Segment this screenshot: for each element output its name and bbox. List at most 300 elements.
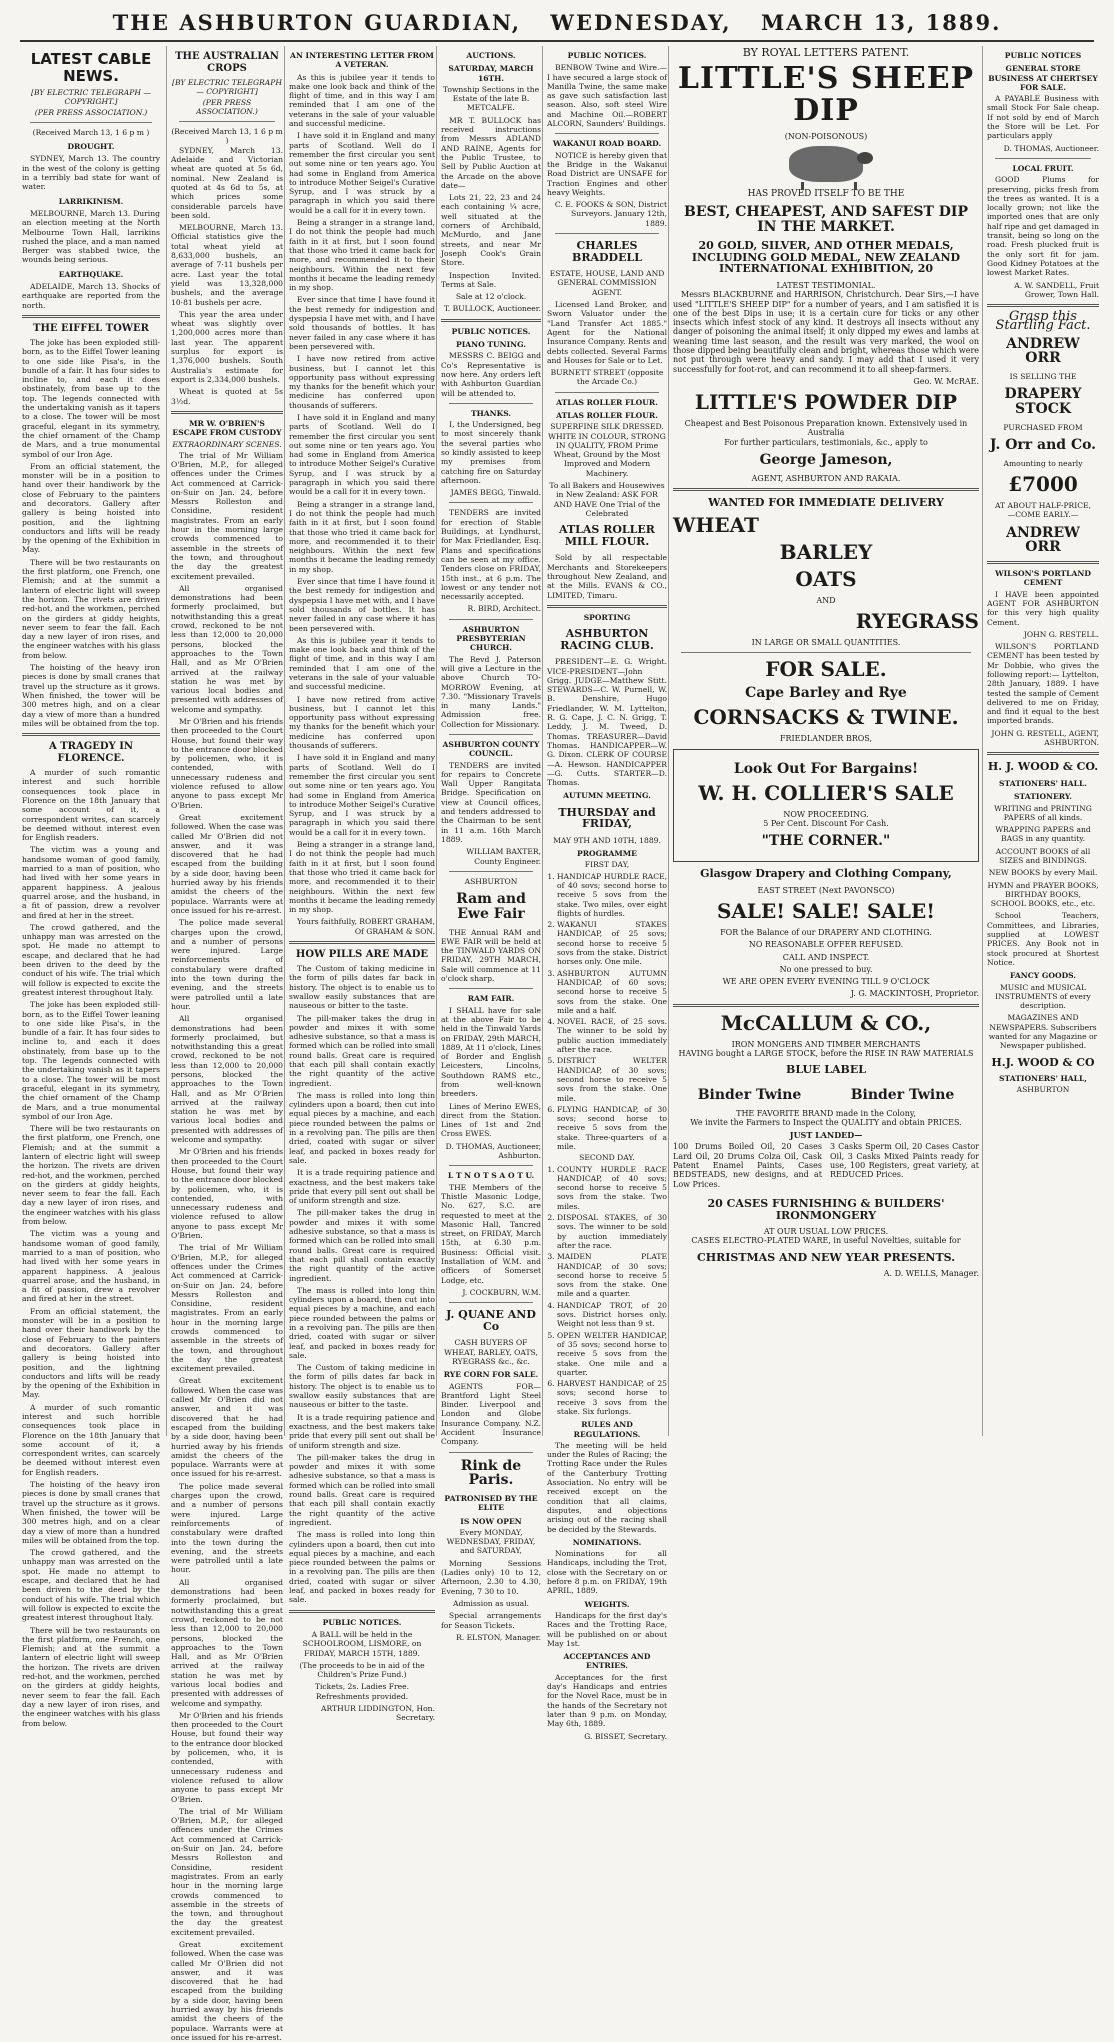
ad-title: BEST, CHEAPEST, AND SAFEST DIP IN THE MARKET. [684, 203, 968, 235]
ad-text: WE ARE OPEN EVERY EVENING TILL 9 O'CLOCK [722, 977, 930, 987]
ad-title: IS NOW OPEN [460, 1516, 522, 1526]
divider [987, 752, 1099, 755]
sale-banner: SALE! SALE! SALE! [716, 898, 936, 923]
mccallum-title: McCALLUM & CO., [720, 1010, 932, 1035]
article-text: The pill-maker takes the drug in powder and mixes it with some adhesive substance, so that a mass is formed which can be rolled into small round balls. Great care is required that each pill shall contain exactly the right quantity of the active ingredient. [289, 1452, 435, 1527]
ad-title: Cape Barley and Rye [745, 685, 907, 702]
ad-title: WAKANUI ROAD BOARD. [552, 139, 662, 149]
racing-club-title: ASHBURTON RACING CLUB. [560, 627, 654, 652]
divider [547, 605, 667, 608]
ad-title: NOMINATIONS. [572, 1537, 642, 1547]
article-text: From an official statement, the monster will be in a position to hand over their handiwork by the close of February to the painters and decorators. Gallery after gallery is being hoisted into position, and the lightning conductors and lifts will be ready by the opening of the Exhibition in May. [22, 461, 160, 555]
article-text: The trial of Mr William O'Brien, M.P., for alleged offences under the Crimes Act commenced at Carrick-on-Suir on Jan. 24, before Messrs Rolleston and Considine, resident magistrates. From an early hour in the morning large crowds commenced to assemble in the streets of the town, and throughout the day the greatest excitement prevailed. [171, 1806, 283, 1937]
article-text: The trial of Mr William O'Brien, M.P., for alleged offences under the Crimes Act commenced at Carrick-on-Suir on Jan. 24, before Messrs Rolleston and Considine, resident magistrates. From an early hour in the morning large crowds commenced to assemble in the streets of the town, and throughout the day the greatest excitement prevailed. [171, 450, 283, 581]
ad-text: WRITING and PRINTING PAPERS of all kinds. [994, 803, 1092, 822]
ad-text: I HAVE been appointed AGENT FOR ASHBURTON for this very high quality Cement. [987, 589, 1099, 627]
ad-signature: R. ELSTON, Manager. [456, 1632, 541, 1642]
article-text: The crowd gathered, and the unhappy man was arrested on the spot. He made no attempt to escape, and declared that he had been driven to the deed by the conduct of his wife. The trial which will follow is expected to excite the greatest interest throughout Italy. [22, 922, 160, 997]
race-item: 1. HANDICAP HURDLE RACE, of 40 sovs; second horse to receive 5 sovs from the stake. Two miles, over eight flights of hurdles. [557, 872, 667, 918]
ad-signature: JOHN G. RESTELL. [1023, 629, 1099, 639]
article-text: The trial of Mr William O'Brien, M.P., for alleged offences under the Crimes Act commenced at Carrick-on-Suir on Jan. 24, before Messrs Rolleston and Considine, resident magistrates. From an early hour in the morning large crowds commenced to assemble in the streets of the town, and throughout the day the greatest excitement prevailed. [171, 1243, 283, 1374]
sub-heading: EXTRAORDINARY SCENES. [172, 440, 282, 450]
section-heading: HOW PILLS ARE MADE [295, 949, 429, 961]
article-text: Mr O'Brien and his friends then proceeded to the Court House, but found their way to the entrance door blocked by policemen, who, it is contended, with unnecessary rudeness and violence refused to allow anyone to pass except Mr O'Brien. [171, 1147, 283, 1241]
ad-title: CHRISTMAS AND NEW YEAR PRESENTS. [696, 1250, 956, 1264]
ad-text: CASH BUYERS OF WHEAT, BARLEY, OATS, RYEGRASS &c., &c. [444, 1338, 538, 1366]
ad-text: NEW BOOKS by every Mail. [988, 868, 1098, 878]
masthead [20, 6, 1094, 42]
credit: (PER PRESS ASSOCIATION.) [34, 107, 148, 117]
race-item: 3. MAIDEN PLATE HANDICAP, of 30 sovs; second horse to receive 5 sovs from the stake. One mile and a quarter. [557, 1252, 667, 1298]
sheep-illustration [789, 146, 863, 182]
article-text: MELBOURNE, March 13. During an election meeting at the North Melbourne Town Hall, larrikins rushed the place, and a man named Berger was stabbed twice, the wounds being serious. [22, 208, 160, 265]
ad-text: (NON-POISONOUS) [784, 132, 868, 142]
ad-text: PURCHASED FROM [1003, 422, 1083, 432]
ad-text: AGENTS FOR— Brantford Light Steel Binder. Liverpool and London and Globe Insurance Company. N.Z. Accident Insurance Company. [441, 1381, 541, 1447]
ad-text: To all Bakers and Housewives in New Zealand: ASK FOR AND HAVE One Trial of the Celebrated [549, 481, 665, 518]
article-text: Great excitement followed. When the case was called Mr O'Brien did not answer, and it was discovered that he had escaped from the building by a side door, having been hurried away by his friends amidst the cheers of the populace. Warrants were at once issued for his re-arrest. [171, 1940, 283, 2042]
ad-text: Messrs BLACKBURNE and HARRISON, Christchurch. Dear Sirs,—I have used "LITTLE'S SHEEP DIP" for a number of years, and I am satisfied it is one of the best Dips in use; it is a certain cure for ticks or any other insects which infest stock of any kind. It destroys all insects without any danger of poisoning the animal itself; it only dipped my ewes and lambs at weaning time last season, and the result was very marked, the wool on those dipped being beautifully clean and bright, whereas those which were not put through were heavy and sandy. I may add that I used it very successfully for foot-rot, and can recommend it to all sheep-farmers. [673, 290, 980, 374]
ad-signature: J. COCKBURN, W.M. [462, 1287, 541, 1297]
ad-text: Amounting to nearly [1003, 458, 1083, 468]
grain-ryegrass: RYEGRASS [855, 608, 979, 633]
ad-text: IN LARGE OR SMALL QUANTITIES. [751, 637, 901, 647]
ad-title: J. QUANE AND Co [446, 1308, 536, 1333]
ad-text: TENDERS are invited for erection of Stable Buildings, at Lyndhurst, for Max Friedlander, Esq. Plans and specifications can be seen at my office. Tenders close on FRIDAY, 15th inst., at 6 p.m. The lowest or any tender not necessarily accepted. [441, 508, 541, 602]
collier-sale-box [673, 749, 979, 862]
divider [289, 1610, 435, 1613]
ad-signature: JOHN G. RESTELL, AGENT, ASHBURTON. [991, 728, 1099, 748]
ad-text: A PAYABLE Business with small Stock For Sale cheap. If not sold by end of March the Store will be Let. For particulars apply [987, 94, 1099, 141]
section-heading: AN INTERESTING LETTER FROM A VETERAN. [290, 51, 434, 70]
ad-title: BLUE LABEL [786, 1063, 866, 1077]
ad-text: A BALL will be held in the SCHOOLROOM, LISMORE, on FRIDAY, MARCH 15TH, 1889. [302, 1629, 422, 1658]
divider [449, 619, 533, 620]
article-text: Ever since that time I have found it the best remedy for indigestion and dyspepsia I have met with, and I have sold thousands of bottles. It has never failed in any case where it has been persevered with. [289, 577, 435, 633]
divider [449, 502, 533, 503]
sheep-dip-title: LITTLE'S SHEEP DIP [677, 61, 975, 128]
grain-wheat: WHEAT [673, 512, 759, 537]
ad-title: ACCEPTANCES AND ENTRIES. [563, 1652, 651, 1671]
race-dates: THURSDAY and FRIDAY, [558, 805, 656, 831]
divider [30, 122, 152, 123]
article-text: The pill-maker takes the drug in powder and mixes it with some adhesive substance, so that a mass is formed which can be rolled into small round balls. Great care is required that each pill shall contain exactly the right quantity of the active ingredient. [289, 1013, 435, 1088]
race-item: 5. DISTRICT WELTER HANDICAP, of 30 sovs; second horse to receive 5 sovs from the stake. One mile. [557, 1056, 667, 1102]
ad-signature: D. THOMAS, Auctioneer, Ashburton. [445, 1141, 541, 1161]
ad-text: THE Members of the Thistle Masonic Lodge, No. 627, S.C. are requested to meet at the Masonic Hall, Tancred street, on FRIDAY, March 15th, at 6.30 p.m. Business: Official visit. Installation of W.M. and officers of Somerset Lodge, etc. [441, 1182, 541, 1285]
divider [555, 133, 659, 134]
masthead-title: THE ASHBURTON GUARDIAN, [112, 10, 522, 35]
article-text: The police made several charges upon the crowd, and a number of persons were injured. Large reinforcements of constabulary were drafted into the town during the evening, and the streets were patrolled until a late hour. [171, 1481, 283, 1575]
ad-signature: JAMES BEGG, Tinwald. [450, 488, 541, 498]
section-heading: MR W. O'BRIEN'S ESCAPE FROM CUSTODY [172, 418, 282, 438]
article-text: SYDNEY, March 13. The country in the west of the colony is getting in a terribly bad state for want of water. [22, 154, 160, 192]
divider [987, 304, 1099, 307]
article-text: A murder of such romantic interest and such horrible consequences took place in Florence on the 18th January that some account of it, a correspondent writes, can scarcely be deemed without interest even for English readers. [22, 1402, 160, 1477]
credit: [BY ELECTRIC TELEGRAPH — COPYRIGHT.] [31, 88, 151, 107]
ad-text: HAVING bought a LARGE STOCK, before the RISE IN RAW MATERIALS [678, 1049, 974, 1059]
ad-title: RULES AND REGULATIONS. [573, 1420, 641, 1439]
ad-title: PIANO TUNING. [456, 340, 526, 350]
article-text: All organised demonstrations had been formerly proclaimed, but notwithstanding this a great crowd, reckoned to be not less than 12,000 to 20,000 persons, blocked the approaches to the Town Hall, and as Mr O'Brien arrived at the railway station he was met by various local bodies and presented with addresses of welcome and sympathy. [171, 583, 283, 714]
masthead-date: MARCH 13, 1889. [760, 10, 1002, 35]
article-text: Wheat is quoted at 5s 3½d. [171, 387, 283, 406]
article-text: The victim was a young and handsome woman of good family, married to a man of position, who had lived with her some years in apparent happiness. A jealous quarrel arose, and the husband, in a fit of passion, drew a revolver and fired at her in the street. [22, 1229, 160, 1304]
article-text: The mass is rolled into long thin cylinders upon a board, then cut into equal pieces by a machine, and each piece rounded between the palms or in a revolving pan. The pills are then dried, coated with sugar or silver leaf, and packed in boxes ready for sale. [289, 1530, 435, 1605]
ad-text: Every MONDAY, WEDNESDAY, FRIDAY, and SATURDAY, [446, 1527, 536, 1556]
ad-title: Grasp this Startling Fact. [995, 309, 1091, 334]
divider [449, 1165, 533, 1166]
divider [441, 319, 541, 322]
ad-title: WEIGHTS. [584, 1599, 630, 1609]
ad-title: ASHBURTON PRESBYTERIAN CHURCH. [456, 624, 526, 653]
wood-title: H.J. WOOD & CO [991, 1055, 1095, 1069]
article-text: As this is jubilee year it tends to make one look back and think of the flight of time, and in this way I am reminded that I am one of the veterans in the sale of your valuable and successful medicine. [289, 72, 435, 129]
ad-text: Special arrangements for Season Tickets. [441, 1611, 541, 1630]
article-text: Ever since that time I have found it the best remedy for indigestion and dyspepsia I have met with, and I have sold thousands of bottles. It has never failed in any case where it has been persevered with. [289, 295, 435, 351]
article-text: MELBOURNE, March 13. Official statistics give the total wheat yield at 8,633,000 bushels, an average of 7·11 bushels per acre. Last year the total yield was 13,328,000 bushels, and the average 10·81 bushels per acre. [171, 223, 283, 307]
ad-text: 100 Drums Boiled Oil, 20 Cases Lard Oil, 20 Drums Colza Oil, Cask Patent Enamel Paints, Cases BEDSTEADS, new designs, and at Low Prices. [673, 1142, 822, 1189]
ad-title: WILSON'S PORTLAND CEMENT [995, 569, 1091, 588]
section-heading: EARTHQUAKE. [58, 269, 124, 279]
ad-text: Admission as usual. [453, 1598, 529, 1608]
ad-title: SATURDAY, MARCH 16TH. [448, 64, 534, 83]
article-text: There will be two restaurants on the first platform, one French, one Flemish; and at the summit a lantern of electric light will sweep the horizon. The rivets are driven red-hot, and the workmen, perched on the girders at giddy heights, never seem to fear the fall. Each day a new layer of iron rises, and the engineer watches with his glass from below. [22, 557, 161, 660]
ad-text: THE Annual RAM and EWE FAIR will be held at the TINWALD YARDS ON FRIDAY, 29TH MARCH, Sale will commence at 11 o'clock sharp. [441, 927, 541, 984]
race-item: 4. NOVEL RACE, of 25 sovs. The winner to be sold by public auction immediately after the race. [557, 1017, 667, 1054]
article-text: It is a trade requiring patience and exactness, and the best makers take pride that every pill sent out shall be of uniform strength and size. [289, 1168, 435, 1206]
ad-text: SECOND DAY. [579, 1153, 635, 1163]
ad-text: ASHBURTON [464, 876, 518, 886]
ad-text: FIRST DAY, [584, 860, 630, 870]
ad-title: PATRONISED BY THE ELITE [444, 1493, 538, 1513]
article-text: The Custom of taking medicine in the form of pills dates far back in history. The object is to enable us to swallow easily substances that are nauseous or bitter to the taste. [289, 964, 435, 1011]
amount: £7000 [1008, 472, 1078, 497]
section-heading: THE AUSTRALIAN CROPS [175, 51, 279, 74]
ad-text: Lots 21, 22, 23 and 24 each containing ¼ acre, well situated at the corners of Archibald, McMurdo, and Jane streets, and near Mr Joseph Cook's Grain Store. [441, 193, 541, 268]
article-text: It is a trade requiring patience and exactness, and the best makers take pride that every pill sent out shall be of uniform strength and size. [289, 1412, 435, 1450]
article-text: Being a stranger in a strange land, I do not think the people had much faith in it at first, but I soon found that those who tried it came back for more, and recommended it to their neighbours. Within the next few months it became the leading remedy in my shop. [289, 218, 435, 293]
ad-text: —COME EARLY.— [1007, 510, 1079, 520]
ad-text: Township Sections in the Estate of the late B. METCALFE. [442, 84, 540, 113]
divider [22, 733, 160, 736]
ad-text: AT ABOUT HALF-PRICE, [994, 501, 1092, 511]
ad-text: WRAPPING PAPERS and BAGS in any quantity. [995, 825, 1091, 844]
ad-title: Glasgow Drapery and Clothing Company, [700, 867, 952, 881]
ad-text: CASES ELECTRO-PLATED WARE, in useful Novelties, suitable for [691, 1236, 961, 1246]
powder-dip-title: LITTLE'S POWDER DIP [694, 390, 958, 415]
for-sale-title: FOR SALE. [765, 657, 887, 682]
ad-text: NOTICE is hereby given that the Bridge in the Wakanui Road District are UNSAFE for Traction Engines and other heavy Weights. [547, 150, 667, 197]
ad-text: ESTATE, HOUSE, LAND AND GENERAL COMMISSION AGENT. [549, 269, 665, 297]
collier-title: W. H. COLLIER'S SALE [698, 780, 954, 805]
section-heading: PUBLIC NOTICES. [567, 51, 647, 60]
section-heading: THE EIFFEL TOWER [33, 322, 149, 334]
ad-title: WANTED FOR IMMEDIATE DELIVERY [708, 496, 944, 510]
race-item: 6. FLYING HANDICAP, of 30 sovs; second horse to receive 5 sovs from the stake. Three-quarters of a mile. [557, 1105, 667, 1151]
ad-title: CHARLES BRADDELL [572, 239, 642, 264]
article-text: I have sold it in England and many parts of Scotland. Well do I remember the first circular you sent out some nine or ten years ago. You had some in England from America to introduce Mother Seigel's Curative Syrup, and I was struck by a paragraph in which you said there would be a call for it in every town. [289, 753, 435, 837]
column-auctions [436, 46, 541, 1642]
race-item: 4. HANDICAP TROT, of 20 sovs. District horses only. Weight not less than 9 st. [557, 1301, 667, 1329]
ad-text: SUPERFINE SILK DRESSED. WHITE IN COLOUR, STRONG IN QUALITY, FROM Prime Wheat, Ground by the Most Improved and Modern Machinery. [548, 422, 666, 478]
divider [179, 121, 275, 122]
divider [555, 392, 659, 393]
ad-signature: G. BISSET, Secretary. [584, 1731, 667, 1741]
ad-title: LOCAL FRUIT. [1012, 163, 1074, 173]
divider [555, 233, 659, 234]
section-heading: PUBLIC NOTICES. [322, 1617, 402, 1627]
ad-text: MR T. BULLOCK has received instructions from Messrs ADLAND AND RAINE, Agents for the Public Trustee, to Sell by Public Auction at the Arcade on the above date— [441, 115, 541, 190]
article-text: SYDNEY, March 13. Adelaide and Victorian wheat are quoted at 5s 6d, nominal. New Zealand is quoted at 4s 6d to 5s, at which prices some considerable parcels have been sold. [171, 145, 283, 220]
article-text: ADELAIDE, March 13. Shocks of earthquake are reported from the north. [22, 282, 160, 310]
landed-list [673, 1142, 979, 1191]
race-list-second-day [547, 1165, 667, 1417]
ad-title: FANCY GOODS. [1009, 971, 1077, 981]
ad-signature: R. BIRD, Architect. [467, 604, 541, 614]
ad-text: MAGAZINES AND NEWSPAPERS. Subscribers wanted for any Magazine or Newspaper published. [988, 1013, 1098, 1051]
ad-text: IRON MONGERS AND TIMBER MERCHANTS [731, 1039, 921, 1049]
agent-name: George Jameson, [759, 452, 893, 469]
ad-text: PRESIDENT—E. G. Wright. VICE-PRESIDENT—John Grigg. JUDGE—Matthew Stitt. STEWARDS—C. W. Purnell, W. B. Denshire, Hugo Friedlander, W. M. Lyttelton, R. G. Cape, J. C. N. Grigg, T. Leddy, J. M. Tweed, D. Thomas. TREASURER—David Thomas. HANDICAPPER—W. G. Dixon. CLERK OF COURSE—A. Hewson. HANDICAPPER—G. Cutts. STARTER—D. Thomas. [547, 657, 667, 788]
ad-text: FRIEDLANDER BROS, [779, 733, 873, 743]
article-text: This year the area under wheat was slightly over 1,200,000 acres more than last year. The apparent surplus for export is 1,376,000 bushels. South Australia's estimate for export is 2,334,000 bushels. [171, 309, 283, 384]
article-text: All organised demonstrations had been formerly proclaimed, but notwithstanding this a great crowd, reckoned to be not less than 12,000 to 20,000 persons, blocked the approaches to the Town Hall, and as Mr O'Brien arrived at the railway station he was met by various local bodies and presented with addresses of welcome and sympathy. [171, 1577, 283, 1708]
orr-title: ANDREW ORR [1006, 524, 1080, 556]
article-text: The mass is rolled into long thin cylinders upon a board, then cut into equal pieces by a machine, and each piece rounded between the palms or in a revolving pan. The pills are then dried, coated with sugar or silver leaf, and packed in boxes ready for sale. [289, 1090, 435, 1165]
ad-title: ASHBURTON COUNTY COUNCIL. [442, 740, 540, 759]
section-heading: SPORTING [583, 612, 631, 622]
ad-text: I, the Undersigned, beg to most sincerely thank the several parties who so kindly assisted to keep my premises from catching fire on Saturday afternoon. [441, 420, 541, 485]
ad-text: 3 Casks Sperm Oil, 20 Cases Castor Oil, 3 Casks Mixed Paints ready for use, 100 Registers, great variety, at REDUCED Prices. [830, 1142, 979, 1180]
article-text: The joke has been exploded still-born, as to the Eiffel Tower leaning to one side like Pisa's, in the bundle of a fair. It has four sides to incline to, and each it does obstinately, from base up to the top. The legends connected with the undertaking vanish as it tapers to a close. The tower will be most graceful, elegant in its symmetry, the chief ornament of the Champ de Mars, and a true monumental symbol of our Iron Age. [22, 337, 160, 459]
ad-text: Sale at 12 o'clock. [455, 292, 527, 302]
ad-text: NOW PROCEEDING. [783, 809, 869, 819]
divider [673, 488, 979, 491]
article-text: Mr O'Brien and his friends then proceeded to the Court House, but found their way to the entrance door blocked by policemen, who, it is contended, with unnecessary rudeness and violence refused to allow anyone to pass except Mr O'Brien. [171, 1710, 283, 1804]
ad-text: CALL AND INSPECT. [782, 952, 870, 962]
section-heading: AUCTIONS. [466, 51, 516, 60]
ad-title: STATIONERS' HALL, [999, 1074, 1087, 1084]
ad-text: Licensed Land Broker, and Sworn Valuator under the "Land Transfer Act 1885." Agent for the National Insurance Company. Rents and debts collected. Several Farms and Houses for Sale or to Let. [547, 300, 667, 365]
divider [995, 158, 1091, 159]
section-heading: PUBLIC NOTICES. [451, 326, 531, 336]
ad-title: L T N O T S A O T U. [447, 1171, 535, 1181]
ad-text: AND [816, 595, 836, 605]
ram-fair-title: Ram and Ewe Fair [456, 891, 526, 922]
article-text: The pill-maker takes the drug in powder and mixes it with some adhesive substance, so that a mass is formed which can be rolled into small round balls. Great care is required that each pill shall contain exactly the right quantity of the active ingredient. [289, 1208, 435, 1283]
ad-title: ATLAS ROLLER FLOUR. [556, 397, 658, 407]
ad-text: 5 Per Cent. Discount For Cash. [763, 819, 889, 829]
divider [987, 561, 1099, 564]
ad-text: MESSRS C. BEIGG and Co's Representative is now here. Any orders left with Ashburton Guardian will be attended to. [441, 351, 541, 398]
ad-title: THANKS. [470, 408, 512, 418]
article-text: Being a stranger in a strange land, I do not think the people had much faith in it at first, but I soon found that those who tried it came back for more, and recommended it to their neighbours. Within the next few months it became the leading remedy in my shop. [289, 840, 435, 915]
received-line: (Received March 13, 1 6 p m ) [32, 127, 150, 137]
ad-text: Tickets, 2s. Ladies Free. Refreshments provided. [314, 1682, 410, 1701]
ad-title: 20 GOLD, SILVER, AND OTHER MEDALS, INCLUDING GOLD MEDAL, NEW ZEALAND INTERNATIONAL EXHIBITION, 20 [691, 239, 961, 276]
article-text: The hoisting of the heavy iron pieces is done by small cranes that travel up the structure as it grows. When finished, the tower will be 300 metres high, and on a clear day a view of more than a hundred miles will be obtained from the top. [22, 663, 160, 728]
divider [449, 988, 533, 989]
race-item: 5. OPEN WELTER HANDICAP, of 35 sovs; second horse to receive 5 sovs from the stake. One mile and a quarter. [557, 1331, 667, 1377]
ad-text: MAY 9TH AND 10TH, 1889. [553, 835, 661, 845]
ad-signature: ARTHUR LIDDINGTON, Hon. Secretary. [321, 1703, 435, 1723]
article-text: From an official statement, the monster will be in a position to hand over their handiwork by the close of February to the painters and decorators. Gallery after gallery is being hoisted into position, and the lightning conductors and lifts will be ready by the opening of the Exhibition in May. [22, 1306, 160, 1400]
race-item: 2. WAKANUI STAKES HANDICAP, of 25 sovs; second horse to receive 5 sovs from the stake. District horses only. One mile. [557, 920, 667, 966]
ad-title: RAM FAIR. [467, 994, 515, 1004]
ad-text: Sold by all respectable Merchants and Storekeepers throughout New Zealand, and at the Mills. EVANS & CO., LIMITED, Timaru. [547, 553, 667, 600]
ad-title: CORNSACKS & TWINE. [693, 704, 959, 729]
ad-title: ATLAS ROLLER FLOUR. [556, 411, 658, 420]
ad-text: ACCOUNT BOOKS of all SIZES and BINDINGS. [995, 846, 1091, 865]
ad-text: Handicaps for the first day's Races and the Trotting Race, will be published on or about May 1st. [547, 1610, 667, 1648]
wood-title: H. J. WOOD & CO. [987, 760, 1099, 774]
ad-text: THE FAVORITE BRAND made in the Colony, [736, 1108, 916, 1118]
ad-text: AGENT, ASHBURTON AND RAKAIA. [751, 473, 901, 483]
royal-patent: BY ROYAL LETTERS PATENT. [742, 46, 910, 59]
ad-text: HAS PROVED ITSELF TO BE THE [747, 188, 905, 199]
article-text: I have now retired from active business, but I cannot let this opportunity pass without expressing my thanks for the benefit which your medicine has conferred upon thousands of sufferers. [289, 694, 435, 751]
race-list-first-day [547, 872, 667, 1152]
article-text: Great excitement followed. When the case was called Mr O'Brien did not answer, and it was discovered that he had escaped from the building by a side door, having been hurried away by his friends amidst the cheers of the populace. Warrants were at once issued for his re-arrest. [171, 1376, 283, 1479]
section-heading: PUBLIC NOTICES [1004, 51, 1082, 60]
ad-text: LATEST TESTIMONIAL. [776, 280, 876, 290]
article-text: I have sold it in England and many parts of Scotland. Well do I remember the first circular you sent out some nine or ten years ago. You had some in England from America to introduce Mother Seigel's Curative Syrup, and I was struck by a paragraph in which you said there would be a call for it in every town. [289, 412, 435, 497]
received-line: (Received March 13, 1 6 p m ) [171, 127, 283, 146]
section-heading: A TRAGEDY IN FLORENCE. [48, 741, 134, 765]
article-text: As this is jubilee year it tends to make one look back and think of the flight of time, and in this way I am reminded that I am one of the veterans in the sale of your valuable and successful medicine. [289, 635, 435, 692]
column-display-ads [668, 46, 979, 1436]
ad-text: ASHBURTON [1016, 1085, 1070, 1095]
race-item: 3. ASHBURTON AUTUMN HANDICAP, of 60 sovs; second horse to receive 5 sovs from the stake. One mile and a half. [557, 969, 667, 1015]
ad-signature: T. BULLOCK, Auctioneer. [443, 304, 541, 314]
ad-signature: C. E. FOOKS & SON, District Surveyors. January 12th, 1889. [554, 200, 667, 228]
divider [449, 871, 533, 872]
ad-text: HYMN and PRAYER BOOKS, BIRTHDAY BOOKS, SCHOOL BOOKS, etc., etc. [987, 880, 1099, 909]
article-text: All organised demonstrations had been formerly proclaimed, but notwithstanding this a great crowd, reckoned to be not less than 12,000 to 20,000 persons, blocked the approaches to the Town Hall, and as Mr O'Brien arrived at the railway station he was met by various local bodies and presented with addresses of welcome and sympathy. [171, 1014, 283, 1145]
ad-title: GENERAL STORE BUSINESS AT CHERTSEY FOR SALE. [988, 64, 1098, 92]
ad-signature: WILLIAM BAXTER, County Engineer. [466, 847, 541, 866]
section-heading: LARRIKINISM. [58, 196, 124, 206]
column-right-ads [982, 46, 1099, 1436]
ad-text: We invite the Farmers to Inspect the QUALITY and obtain PRICES. [690, 1117, 962, 1127]
ad-text: The meeting will be held under the Rules of Racing; the Trotting Race under the Rules of the Canterbury Trotting Association. No entry will be received except on the condition that all claims, disputes, and objections arising out of the racing shall be decided by the Stewards. [547, 1440, 667, 1534]
ad-text: Morning Sessions (Ladies only) 10 to 12, Afternoon, 2.30 to 4.30, Evening, 7 30 to 10. [441, 1558, 541, 1596]
ad-title: Binder Twine [697, 1086, 802, 1103]
ad-text: I SHALL have for sale at the above Fair to be held in the Tinwald Yards on FRIDAY, 29th MARCH, 1889, At 11 o'clock, Lines of Border and English Leicesters, Lincolns, Southdown RAMS etc., from well-known breeders. [441, 1005, 541, 1099]
column-australian-crops [166, 46, 283, 2042]
ad-text: MUSIC and MUSICAL INSTRUMENTS of every description. [995, 982, 1091, 1011]
column-notices-sporting [542, 46, 667, 1741]
ad-text: IS SELLING THE [1009, 372, 1077, 382]
article-text: There will be two restaurants on the first platform, one French, one Flemish; and at the summit a lantern of electric light will sweep the horizon. The rivets are driven red-hot, and the workmen, perched on the girders at giddy heights, never seem to fear the fall. Each day a new layer of iron rises, and the engineer watches with his glass from below. [22, 1625, 161, 1728]
ad-title: DRAPERY STOCK [1004, 386, 1082, 418]
article-text: A murder of such romantic interest and such horrible consequences took place in Florence on the 18th January that some account of it, a correspondent writes, can scarcely be deemed without interest even for English readers. [22, 768, 160, 843]
ad-title: PROGRAMME [577, 849, 637, 859]
ad-text: Nominations for all Handicaps, including the Trot, close with the Secretary on or before 8 p.m. on FRIDAY, 19th APRIL, 1889. [547, 1549, 667, 1596]
ad-title: Binder Twine [850, 1086, 955, 1103]
ad-text: Cheapest and Best Poisonous Preparation known. Extensively used in Australia [684, 419, 968, 438]
ad-title: RYE CORN FOR SALE. [443, 1370, 539, 1380]
ad-signature: J. G. MACKINTOSH, Proprietor. [850, 989, 979, 999]
ad-text: NO REASONABLE OFFER REFUSED. [748, 940, 904, 950]
ad-title: J. Orr and Co. [989, 437, 1097, 454]
ad-text: EAST STREET (Next PAVONSCO) [757, 885, 895, 895]
rink-title: Rink de Paris. [460, 1457, 522, 1489]
race-item: 2. DISPOSAL STAKES, of 30 sovs. The winner to be sold by auction immediately after the race. [557, 1213, 667, 1250]
ad-text: Inspection Invited. Terms at Sale. [441, 270, 541, 289]
race-item: 1. COUNTY HURDLE RACE HANDICAP, of 40 sovs; second horse to receive 5 sovs from the stake. Two miles. [557, 1165, 667, 1211]
divider [449, 1452, 533, 1453]
atlas-title: ATLAS ROLLER MILL FLOUR. [559, 523, 655, 548]
article-text: The joke has been exploded still-born, as to the Eiffel Tower leaning to one side like Pisa's, in the bundle of a fair. It has four sides to incline to, and each it does obstinately, from base up to the top. The legends connected with the undertaking vanish as it tapers to a close. The tower will be most graceful, elegant in its symmetry, the chief ornament of the Champ de Mars, and a true monumental symbol of our Iron Age. [22, 1000, 160, 1121]
ad-text: Lines of Merino EWES, direct from the Station. Lines of 1st and 2nd Cross EWES. [441, 1101, 541, 1139]
ad-title: STATIONERY. [1014, 792, 1072, 802]
article-text: Mr O'Brien and his friends then proceeded to the Court House, but found their way to the entrance door blocked by policemen, who, it is contended, with unnecessary rudeness and violence refused to allow anyone to pass except Mr O'Brien. [171, 717, 283, 810]
ad-text: Acceptances for the first day's Handicaps and entries for the Novel Race, must be in the hands of the Secretary not later than 9 p.m. on Monday, May 6th, 1889. [547, 1672, 667, 1729]
ad-signature: D. THOMAS, Auctioneer. [1003, 143, 1099, 153]
section-heading: DROUGHT. [67, 142, 115, 152]
article-text: The victim was a young and handsome woman of good family, married to a man of position, who had lived with her some years in apparent happiness. A jealous quarrel arose, and the husband, in a fit of passion, drew a revolver and fired at her in the street. [22, 845, 160, 920]
letter-signature: Yours faithfully, ROBERT GRAHAM, Of GRAHAM & SON. [297, 917, 435, 936]
ad-text: No one pressed to buy. [779, 964, 873, 974]
orr-title: ANDREW ORR [1006, 335, 1080, 367]
credit: (PER PRESS ASSOCIATION.) [196, 97, 258, 116]
ad-text: School Teachers, Committees, and Libraries, supplied at LOWEST PRICES. Any Book not in stock procured at Shortest Notice. [987, 911, 1099, 967]
ad-title: "THE CORNER." [761, 833, 891, 850]
divider [449, 403, 533, 404]
ad-signature: Geo. W. McRAE. [913, 376, 979, 386]
ad-text: WILSON'S PORTLAND CEMENT has been tested by Mr Dobbie, who gives the following report:— Lyttelton, 28th January, 1889. I have tested the sample of Cement delivered to me on Friday, and find it equal to the best imported brands. [987, 642, 1099, 726]
ad-text: The Revd J. Paterson will give a Lecture in the above Church TO-MORROW Evening, at 7.30. "Missionary Travels in many Lands." Admission free. Collection for Missionary. [441, 654, 541, 729]
article-text: The hoisting of the heavy iron pieces is done by small cranes that travel up the structure as it grows. When finished, the tower will be 300 metres high, and on a clear day a view of more than a hundred miles will be obtained from the top. [22, 1480, 160, 1545]
masthead-day: WEDNESDAY, [550, 10, 732, 35]
ad-title: 20 CASES FURNISHING & BUILDERS' IRONMONGERY [707, 1196, 945, 1222]
divider [22, 315, 160, 318]
article-text: The crowd gathered, and the unhappy man was arrested on the spot. He made no attempt to escape, and declared that he had been driven to the deed by the conduct of his wife. The trial which will follow is expected to excite the greatest interest throughout Italy. [22, 1548, 160, 1623]
ad-signature: A. W. SANDELL, Fruit Grower, Town Hall. [1014, 280, 1099, 299]
article-text: Being a stranger in a strange land, I do not think the people had much faith in it at first, but I soon found that those who tried it came back for more, and recommended it to their neighbours. Within the next few months it became the leading remedy in my shop. [289, 499, 435, 574]
article-text: The police made several charges upon the crowd, and a number of persons were injured. Large reinforcements of constabulary were drafted into the town during the evening, and the streets were patrolled until a late hour. [171, 918, 283, 1011]
divider [289, 941, 435, 944]
column-veteran-letter [284, 46, 435, 1723]
binder-twine-row [673, 1082, 979, 1109]
article-text: I have sold it in England and many parts of Scotland. Well do I remember the first circular you sent out some nine or ten years ago. You had some in England from America to introduce Mother Seigel's Curative Syrup, and I was struck by a paragraph in which you said there would be a call for it in every town. [289, 131, 435, 215]
ad-title: STATIONERS' HALL. [999, 778, 1087, 788]
article-text: The Custom of taking medicine in the form of pills dates far back in history. The object is to enable us to swallow easily substances that are nauseous or bitter to the taste. [289, 1363, 435, 1410]
ad-text: (The proceeds to be in aid of the Children's Prize Fund.) [299, 1660, 425, 1680]
credit: [BY ELECTRIC TELEGRAPH — COPYRIGHT] [172, 78, 282, 97]
article-text: Great excitement followed. When the case was called Mr O'Brien did not answer, and it was discovered that he had escaped from the building by a side door, having been hurried away by his friends amidst the cheers of the populace. Warrants were at once issued for his re-arrest. [171, 812, 283, 915]
ad-text: FOR the Balance of our DRAPERY AND CLOTHING. [720, 927, 932, 937]
divider [673, 1004, 979, 1007]
ad-text: BURNETT STREET (opposite the Arcade Co.) [550, 368, 664, 387]
article-text: I have now retired from active business, but I cannot let this opportunity pass without expressing my thanks for the benefit which your medicine has conferred upon thousands of sufferers. [289, 354, 435, 410]
divider [171, 411, 283, 414]
grain-barley: BARLEY [779, 539, 873, 564]
race-item: 6. HARVEST HANDICAP, of 25 sovs; second horse to receive 3 sovs from the stake. Six furlongs. [557, 1379, 667, 1416]
ad-text: TENDERS are invited for repairs to Concrete Wall Upper Rangitata Bridge. Specification on view at Council offices, and tenders addressed to the Chairman to be sent in 11 a.m. 16th March 1889. [441, 760, 541, 844]
column-cable-news [22, 46, 161, 1728]
ad-text: GOOD Plums for preserving, picks fresh from the trees as wanted. It is a locally grown; not like the imported ones that are only half ripe and get damaged in transit, being so long on the road. Fresh plucked fruit is the only sort fit for jam. Good Kidney Potatoes at the lowest Market Rates. [987, 175, 1099, 278]
divider [449, 1302, 533, 1303]
ad-text: AT OUR USUAL LOW PRICES. [763, 1227, 889, 1237]
ad-text: For further particulars, testimonials, &c., apply to [724, 437, 928, 447]
grain-oats: OATS [795, 566, 857, 591]
divider [681, 652, 971, 653]
ad-signature: A. D. WELLS, Manager. [883, 1269, 979, 1279]
ad-title: Look Out For Bargains! [733, 761, 919, 778]
